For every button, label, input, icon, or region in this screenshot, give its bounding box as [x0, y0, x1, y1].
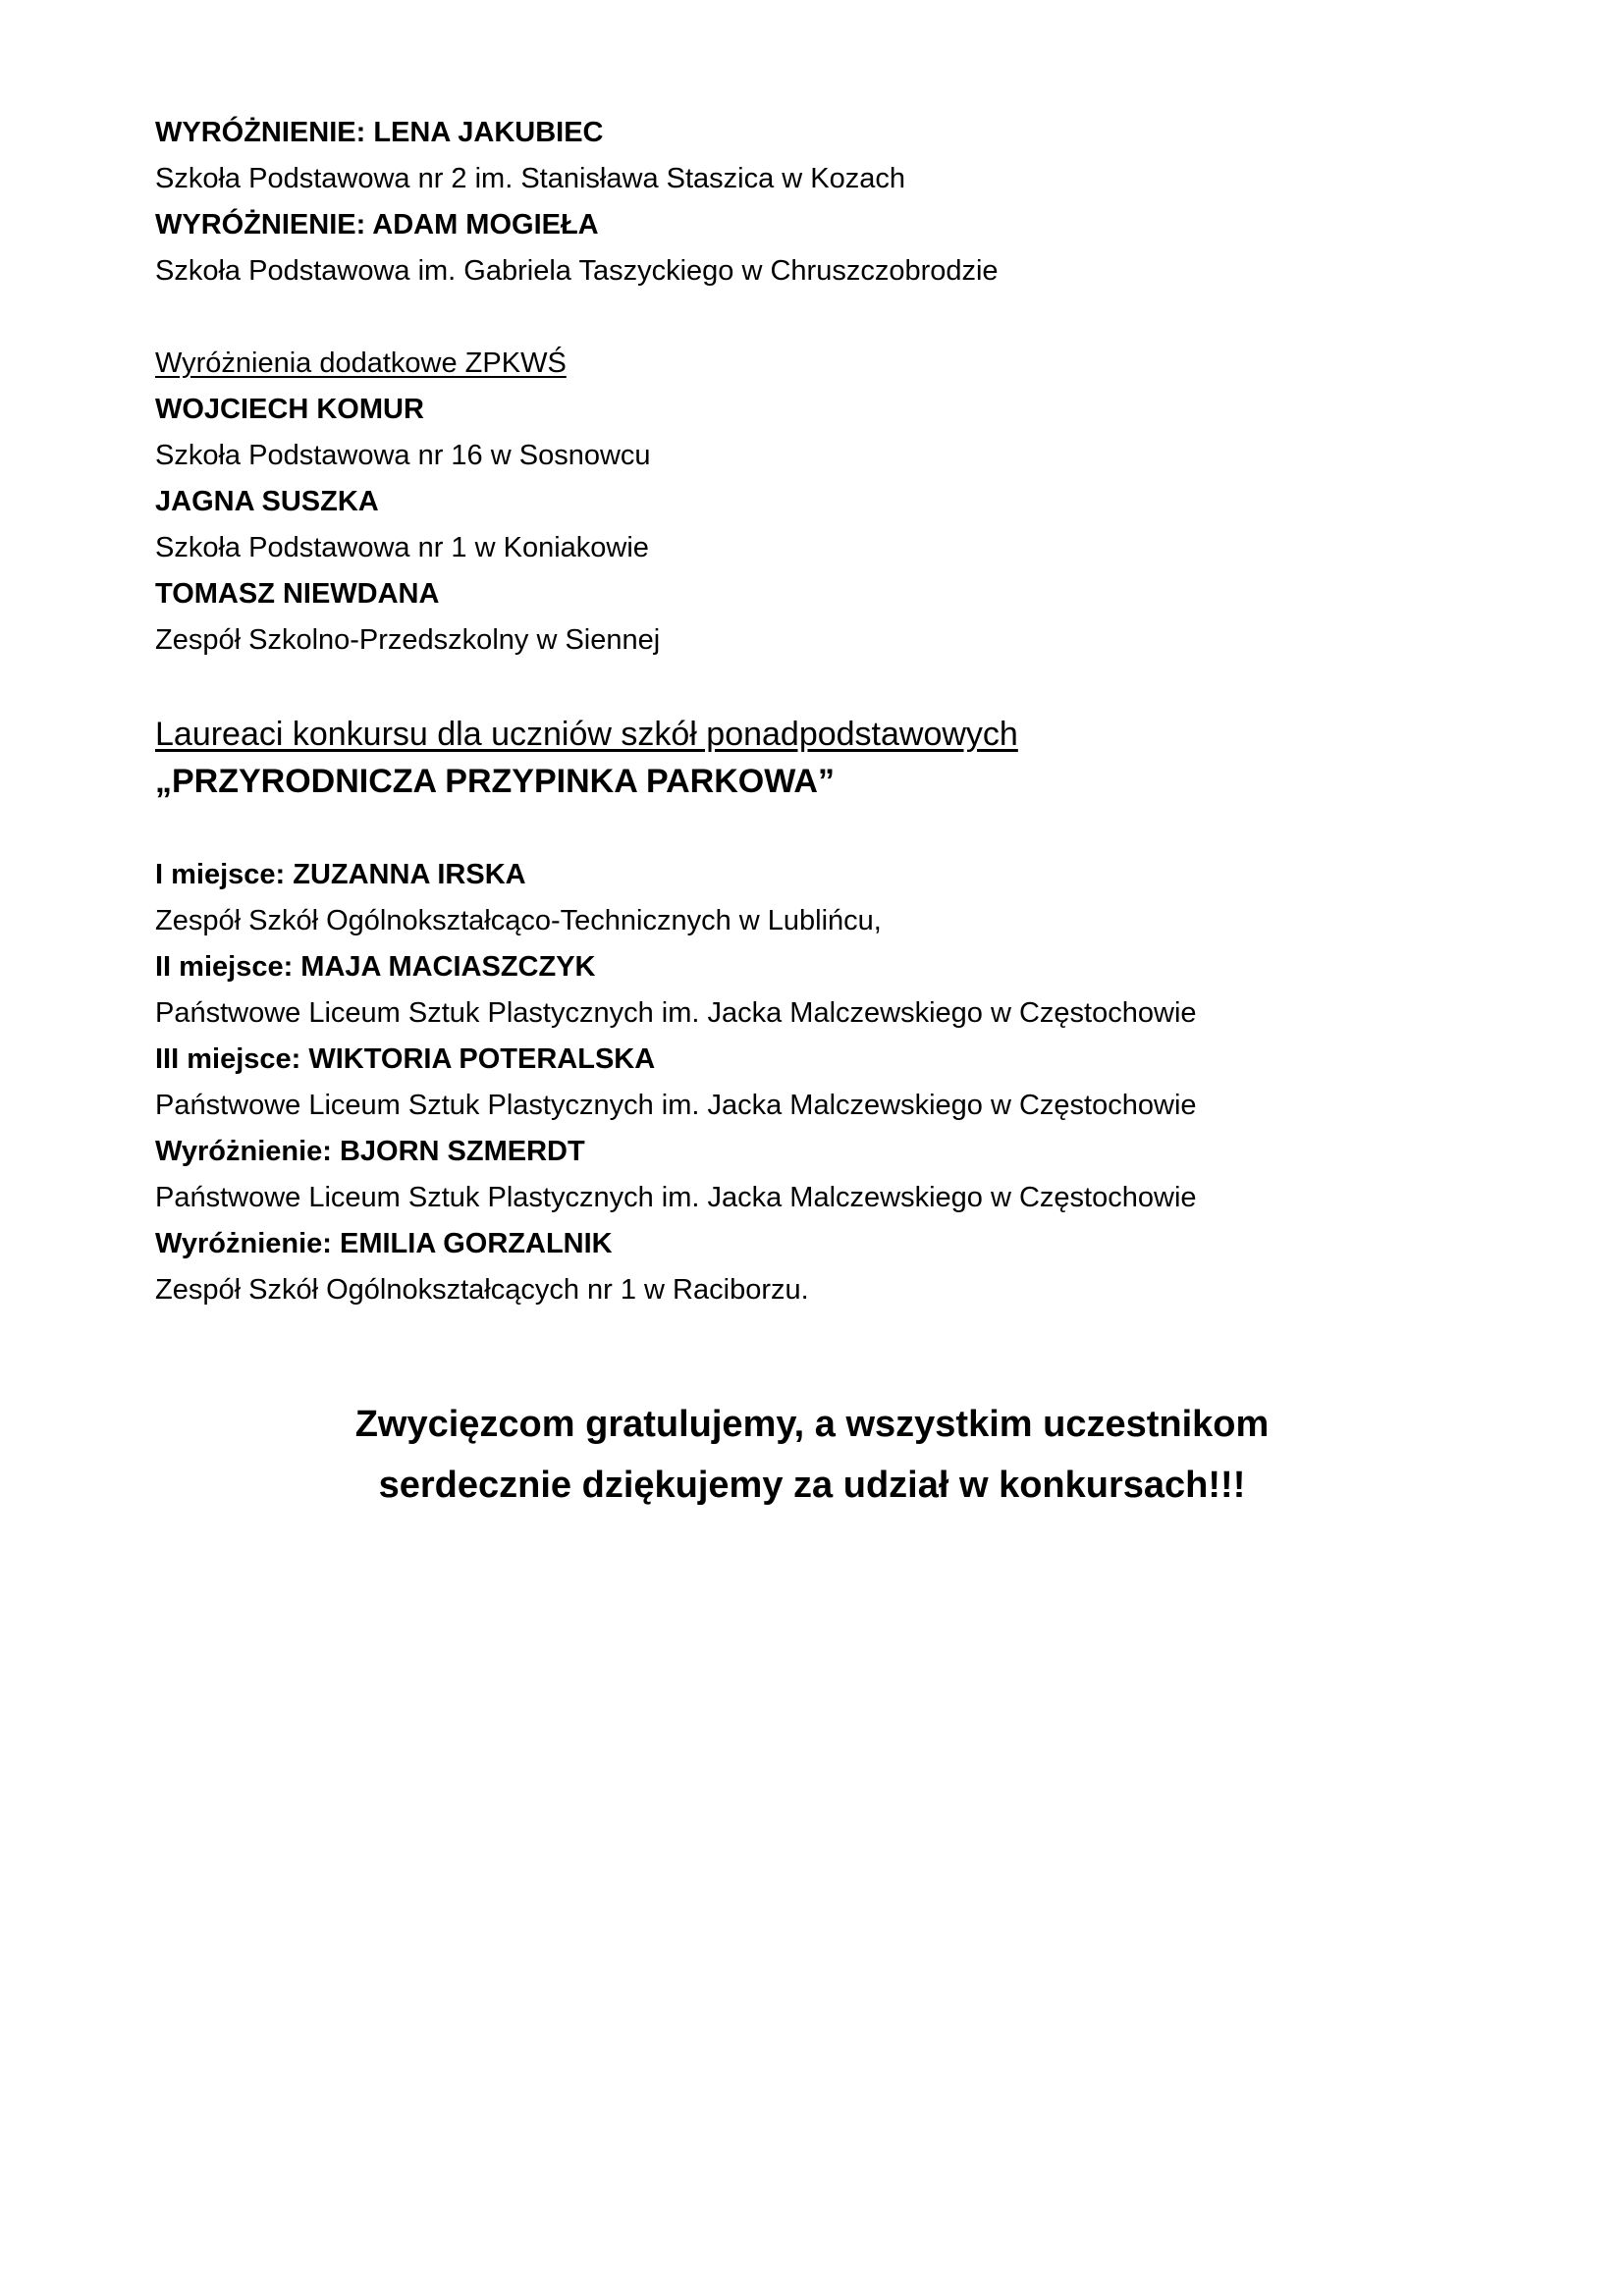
school-name: Zespół Szkół Ogólnokształcących nr 1 w Raciborzu.: [155, 1274, 809, 1306]
award-name: WYRÓŻNIENIE: ADAM MOGIEŁA: [155, 209, 599, 240]
closing-message: [0, 1394, 1624, 1516]
honorable-mentions-list: [155, 110, 1471, 294]
school-name: Szkoła Podstawowa im. Gabriela Taszyckiego w Chruszczobrodzie: [155, 255, 999, 287]
spacer: [155, 294, 1471, 341]
school-name: Państwowe Liceum Sztuk Plastycznych im. Jacka Malczewskiego w Częstochowie: [155, 1090, 1197, 1121]
school-name: Zespół Szkolno-Przedszkolny w Siennej: [155, 624, 661, 656]
award-name: WYRÓŻNIENIE: LENA JAKUBIEC: [155, 117, 604, 148]
award-name: II miejsce: MAJA MACIASZCZYK: [155, 951, 596, 983]
closing-line-1: Zwycięzcom gratulujemy, a wszystkim uczestnikom: [354, 1404, 1270, 1445]
school-name: Szkoła Podstawowa nr 16 w Sosnowcu: [155, 440, 651, 471]
award-name: III miejsce: WIKTORIA POTERALSKA: [155, 1043, 656, 1075]
closing-line-2: serdecznie dziękujemy za udział w konkursach!!!: [378, 1465, 1246, 1506]
award-name: Wyróżnienie: BJORN SZMERDT: [155, 1136, 585, 1167]
school-name: Szkoła Podstawowa nr 1 w Koniakowie: [155, 532, 649, 563]
section-subtitle: „PRZYRODNICZA PRZYPINKA PARKOWA”: [155, 763, 835, 800]
school-name: Zespół Szkół Ogólnokształcąco-Technicznych w Lublińcu,: [155, 905, 882, 936]
school-name: Państwowe Liceum Sztuk Plastycznych im. Jacka Malczewskiego w Częstochowie: [155, 997, 1197, 1029]
extra-mentions-heading: Wyróżnienia dodatkowe ZPKWŚ: [155, 347, 567, 379]
award-name: TOMASZ NIEWDANA: [155, 578, 440, 610]
award-name: I miejsce: ZUZANNA IRSKA: [155, 859, 526, 890]
award-name: Wyróżnienie: EMILIA GORZALNIK: [155, 1228, 613, 1259]
award-name: WOJCIECH KOMUR: [155, 394, 424, 425]
school-name: Państwowe Liceum Sztuk Plastycznych im. Jacka Malczewskiego w Częstochowie: [155, 1182, 1197, 1213]
document-page: [155, 110, 1471, 1313]
award-name: JAGNA SUSZKA: [155, 486, 379, 517]
extra-mentions-list: [155, 387, 1471, 664]
section-title: Laureaci konkursu dla uczniów szkół ponadpodstawowych: [155, 716, 1018, 753]
laureates-list: [155, 852, 1471, 1313]
school-name: Szkoła Podstawowa nr 2 im. Stanisława Staszica w Kozach: [155, 163, 906, 194]
spacer: [155, 664, 1471, 711]
spacer: [155, 805, 1471, 852]
